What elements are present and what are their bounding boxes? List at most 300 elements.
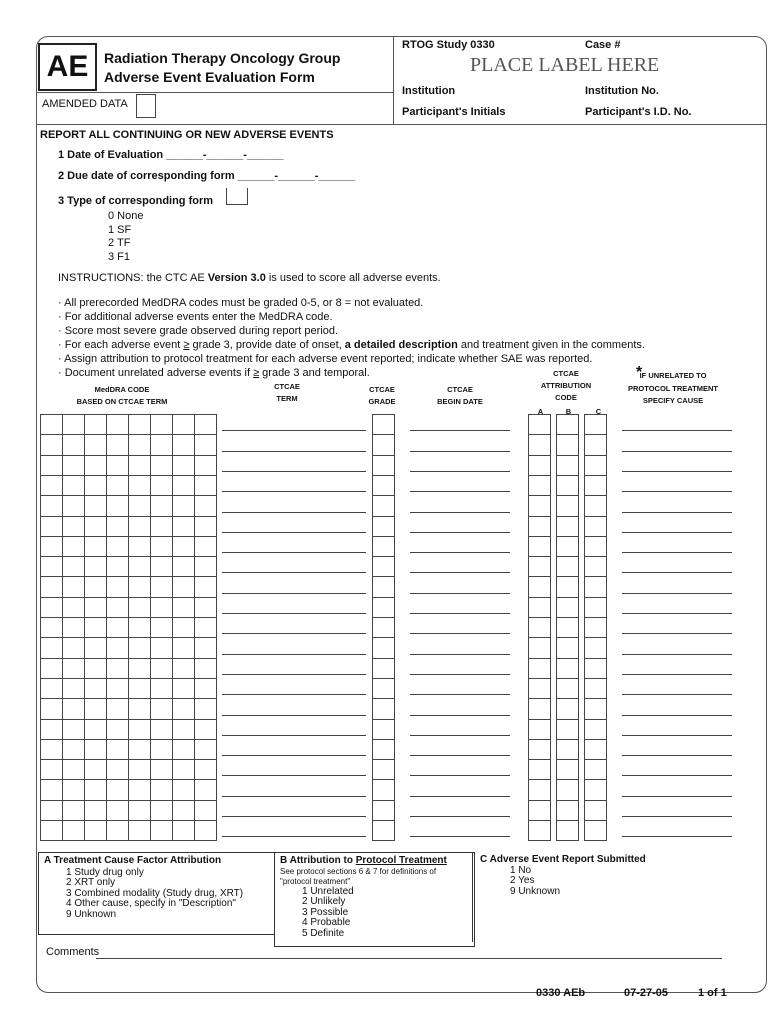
meddra-code-cell[interactable] — [40, 495, 63, 516]
unrelated-cause-line[interactable] — [622, 816, 732, 817]
meddra-code-cell[interactable] — [62, 820, 85, 841]
meddra-code-cell[interactable] — [62, 637, 85, 658]
attribution-cell[interactable] — [584, 820, 607, 841]
meddra-code-cell[interactable] — [150, 536, 173, 557]
meddra-code-cell[interactable] — [194, 597, 217, 618]
attribution-cell[interactable] — [556, 779, 579, 800]
meddra-code-cell[interactable] — [106, 739, 129, 760]
meddra-code-cell[interactable] — [40, 516, 63, 537]
unrelated-cause-line[interactable] — [622, 836, 732, 837]
meddra-code-cell[interactable] — [150, 597, 173, 618]
attribution-cell[interactable] — [584, 576, 607, 597]
attribution-cell[interactable] — [556, 820, 579, 841]
attribution-cell[interactable] — [528, 698, 551, 719]
meddra-code-cell[interactable] — [172, 617, 195, 638]
meddra-code-cell[interactable] — [40, 698, 63, 719]
meddra-code-cell[interactable] — [62, 434, 85, 455]
meddra-code-cell[interactable] — [194, 455, 217, 476]
meddra-code-cell[interactable] — [40, 536, 63, 557]
meddra-code-cell[interactable] — [172, 576, 195, 597]
meddra-code-cell[interactable] — [106, 475, 129, 496]
grade-cell[interactable] — [372, 800, 395, 821]
grade-cell[interactable] — [372, 536, 395, 557]
meddra-code-cell[interactable] — [128, 759, 151, 780]
meddra-code-cell[interactable] — [40, 739, 63, 760]
meddra-code-cell[interactable] — [150, 800, 173, 821]
attribution-cell[interactable] — [556, 414, 579, 435]
meddra-code-cell[interactable] — [84, 820, 107, 841]
grade-cell[interactable] — [372, 658, 395, 679]
meddra-code-cell[interactable] — [40, 678, 63, 699]
attribution-cell[interactable] — [584, 495, 607, 516]
meddra-code-cell[interactable] — [172, 637, 195, 658]
meddra-code-cell[interactable] — [84, 495, 107, 516]
attribution-cell[interactable] — [556, 597, 579, 618]
amended-data-checkbox[interactable] — [136, 94, 156, 118]
meddra-code-cell[interactable] — [172, 414, 195, 435]
begin-date-line[interactable] — [410, 735, 510, 736]
unrelated-cause-line[interactable] — [622, 633, 732, 634]
meddra-code-cell[interactable] — [106, 678, 129, 699]
meddra-code-cell[interactable] — [84, 719, 107, 740]
meddra-code-cell[interactable] — [106, 779, 129, 800]
meddra-code-cell[interactable] — [62, 455, 85, 476]
attribution-cell[interactable] — [528, 475, 551, 496]
meddra-code-cell[interactable] — [194, 576, 217, 597]
meddra-code-cell[interactable] — [150, 455, 173, 476]
begin-date-line[interactable] — [410, 694, 510, 695]
meddra-code-cell[interactable] — [194, 617, 217, 638]
attribution-cell[interactable] — [528, 739, 551, 760]
meddra-code-cell[interactable] — [62, 475, 85, 496]
meddra-code-cell[interactable] — [106, 495, 129, 516]
unrelated-cause-line[interactable] — [622, 471, 732, 472]
begin-date-line[interactable] — [410, 430, 510, 431]
meddra-code-cell[interactable] — [128, 556, 151, 577]
ctcae-term-line[interactable] — [222, 552, 366, 553]
meddra-code-cell[interactable] — [150, 820, 173, 841]
grade-cell[interactable] — [372, 779, 395, 800]
meddra-code-cell[interactable] — [172, 434, 195, 455]
meddra-code-cell[interactable] — [62, 536, 85, 557]
attribution-cell[interactable] — [556, 739, 579, 760]
meddra-code-cell[interactable] — [150, 576, 173, 597]
meddra-code-cell[interactable] — [194, 637, 217, 658]
form-type-box[interactable] — [226, 188, 248, 205]
meddra-code-cell[interactable] — [194, 658, 217, 679]
meddra-code-cell[interactable] — [84, 576, 107, 597]
begin-date-line[interactable] — [410, 532, 510, 533]
meddra-code-cell[interactable] — [84, 698, 107, 719]
attribution-cell[interactable] — [584, 617, 607, 638]
meddra-code-cell[interactable] — [128, 779, 151, 800]
grade-cell[interactable] — [372, 475, 395, 496]
ctcae-term-line[interactable] — [222, 654, 366, 655]
meddra-code-cell[interactable] — [62, 414, 85, 435]
attribution-cell[interactable] — [528, 800, 551, 821]
attribution-cell[interactable] — [528, 617, 551, 638]
meddra-code-cell[interactable] — [84, 455, 107, 476]
meddra-code-cell[interactable] — [194, 739, 217, 760]
meddra-code-cell[interactable] — [128, 455, 151, 476]
ctcae-term-line[interactable] — [222, 532, 366, 533]
meddra-code-cell[interactable] — [172, 820, 195, 841]
meddra-code-cell[interactable] — [84, 536, 107, 557]
attribution-cell[interactable] — [556, 536, 579, 557]
attribution-cell[interactable] — [584, 678, 607, 699]
attribution-cell[interactable] — [556, 576, 579, 597]
meddra-code-cell[interactable] — [40, 414, 63, 435]
ctcae-term-line[interactable] — [222, 613, 366, 614]
unrelated-cause-line[interactable] — [622, 715, 732, 716]
ctcae-term-line[interactable] — [222, 694, 366, 695]
attribution-cell[interactable] — [584, 556, 607, 577]
meddra-code-cell[interactable] — [172, 455, 195, 476]
unrelated-cause-line[interactable] — [622, 654, 732, 655]
meddra-code-cell[interactable] — [62, 658, 85, 679]
meddra-code-cell[interactable] — [172, 719, 195, 740]
meddra-code-cell[interactable] — [172, 556, 195, 577]
begin-date-line[interactable] — [410, 755, 510, 756]
meddra-code-cell[interactable] — [150, 475, 173, 496]
meddra-code-cell[interactable] — [128, 597, 151, 618]
attribution-cell[interactable] — [528, 495, 551, 516]
meddra-code-cell[interactable] — [40, 617, 63, 638]
meddra-code-cell[interactable] — [150, 779, 173, 800]
meddra-code-cell[interactable] — [84, 414, 107, 435]
begin-date-line[interactable] — [410, 451, 510, 452]
begin-date-line[interactable] — [410, 512, 510, 513]
attribution-cell[interactable] — [528, 556, 551, 577]
meddra-code-cell[interactable] — [40, 800, 63, 821]
begin-date-line[interactable] — [410, 552, 510, 553]
grade-cell[interactable] — [372, 719, 395, 740]
meddra-code-cell[interactable] — [150, 678, 173, 699]
attribution-cell[interactable] — [584, 475, 607, 496]
meddra-code-cell[interactable] — [62, 739, 85, 760]
attribution-cell[interactable] — [556, 516, 579, 537]
attribution-cell[interactable] — [556, 455, 579, 476]
unrelated-cause-line[interactable] — [622, 755, 732, 756]
meddra-code-cell[interactable] — [84, 678, 107, 699]
meddra-code-cell[interactable] — [62, 719, 85, 740]
attribution-cell[interactable] — [528, 414, 551, 435]
meddra-code-cell[interactable] — [128, 495, 151, 516]
meddra-code-cell[interactable] — [40, 576, 63, 597]
attribution-cell[interactable] — [556, 495, 579, 516]
meddra-code-cell[interactable] — [128, 658, 151, 679]
meddra-code-cell[interactable] — [84, 597, 107, 618]
attribution-cell[interactable] — [528, 678, 551, 699]
meddra-code-cell[interactable] — [84, 779, 107, 800]
meddra-code-cell[interactable] — [62, 516, 85, 537]
meddra-code-cell[interactable] — [106, 556, 129, 577]
ctcae-term-line[interactable] — [222, 755, 366, 756]
ctcae-term-line[interactable] — [222, 471, 366, 472]
attribution-cell[interactable] — [528, 759, 551, 780]
meddra-code-cell[interactable] — [172, 779, 195, 800]
meddra-code-cell[interactable] — [62, 800, 85, 821]
begin-date-line[interactable] — [410, 654, 510, 655]
meddra-code-cell[interactable] — [106, 637, 129, 658]
meddra-code-cell[interactable] — [128, 414, 151, 435]
meddra-code-cell[interactable] — [150, 637, 173, 658]
meddra-code-cell[interactable] — [194, 475, 217, 496]
meddra-code-cell[interactable] — [62, 556, 85, 577]
meddra-code-cell[interactable] — [128, 475, 151, 496]
meddra-code-cell[interactable] — [62, 759, 85, 780]
unrelated-cause-line[interactable] — [622, 430, 732, 431]
attribution-cell[interactable] — [584, 536, 607, 557]
meddra-code-cell[interactable] — [62, 576, 85, 597]
attribution-cell[interactable] — [528, 576, 551, 597]
grade-cell[interactable] — [372, 617, 395, 638]
meddra-code-cell[interactable] — [172, 698, 195, 719]
attribution-cell[interactable] — [584, 516, 607, 537]
attribution-cell[interactable] — [528, 455, 551, 476]
attribution-cell[interactable] — [528, 516, 551, 537]
unrelated-cause-line[interactable] — [622, 552, 732, 553]
meddra-code-cell[interactable] — [106, 455, 129, 476]
meddra-code-cell[interactable] — [106, 434, 129, 455]
meddra-code-cell[interactable] — [194, 434, 217, 455]
meddra-code-cell[interactable] — [194, 779, 217, 800]
grade-cell[interactable] — [372, 759, 395, 780]
meddra-code-cell[interactable] — [106, 658, 129, 679]
attribution-cell[interactable] — [528, 597, 551, 618]
attribution-cell[interactable] — [556, 637, 579, 658]
unrelated-cause-line[interactable] — [622, 694, 732, 695]
ctcae-term-line[interactable] — [222, 572, 366, 573]
attribution-cell[interactable] — [584, 414, 607, 435]
grade-cell[interactable] — [372, 576, 395, 597]
ctcae-term-line[interactable] — [222, 491, 366, 492]
unrelated-cause-line[interactable] — [622, 775, 732, 776]
meddra-code-cell[interactable] — [40, 779, 63, 800]
grade-cell[interactable] — [372, 495, 395, 516]
meddra-code-cell[interactable] — [128, 576, 151, 597]
meddra-code-cell[interactable] — [62, 597, 85, 618]
ctcae-term-line[interactable] — [222, 674, 366, 675]
grade-cell[interactable] — [372, 637, 395, 658]
meddra-code-cell[interactable] — [62, 678, 85, 699]
meddra-code-cell[interactable] — [150, 759, 173, 780]
begin-date-line[interactable] — [410, 775, 510, 776]
attribution-cell[interactable] — [584, 455, 607, 476]
attribution-cell[interactable] — [584, 658, 607, 679]
grade-cell[interactable] — [372, 455, 395, 476]
meddra-code-cell[interactable] — [106, 576, 129, 597]
ctcae-term-line[interactable] — [222, 816, 366, 817]
meddra-code-cell[interactable] — [150, 658, 173, 679]
meddra-code-cell[interactable] — [106, 820, 129, 841]
grade-cell[interactable] — [372, 414, 395, 435]
meddra-code-cell[interactable] — [128, 698, 151, 719]
meddra-code-cell[interactable] — [106, 759, 129, 780]
attribution-cell[interactable] — [556, 759, 579, 780]
attribution-cell[interactable] — [584, 434, 607, 455]
meddra-code-cell[interactable] — [128, 678, 151, 699]
meddra-code-cell[interactable] — [150, 719, 173, 740]
ctcae-term-line[interactable] — [222, 593, 366, 594]
meddra-code-cell[interactable] — [84, 658, 107, 679]
unrelated-cause-line[interactable] — [622, 451, 732, 452]
meddra-code-cell[interactable] — [106, 617, 129, 638]
meddra-code-cell[interactable] — [40, 719, 63, 740]
meddra-code-cell[interactable] — [194, 495, 217, 516]
attribution-cell[interactable] — [556, 698, 579, 719]
unrelated-cause-line[interactable] — [622, 593, 732, 594]
meddra-code-cell[interactable] — [62, 495, 85, 516]
attribution-cell[interactable] — [584, 739, 607, 760]
unrelated-cause-line[interactable] — [622, 735, 732, 736]
begin-date-line[interactable] — [410, 633, 510, 634]
meddra-code-cell[interactable] — [128, 637, 151, 658]
attribution-cell[interactable] — [584, 779, 607, 800]
ctcae-term-line[interactable] — [222, 430, 366, 431]
ctcae-term-line[interactable] — [222, 715, 366, 716]
meddra-code-cell[interactable] — [40, 820, 63, 841]
meddra-code-cell[interactable] — [150, 495, 173, 516]
attribution-cell[interactable] — [556, 800, 579, 821]
meddra-code-cell[interactable] — [106, 536, 129, 557]
meddra-code-cell[interactable] — [40, 556, 63, 577]
begin-date-line[interactable] — [410, 674, 510, 675]
grade-cell[interactable] — [372, 516, 395, 537]
grade-cell[interactable] — [372, 597, 395, 618]
grade-cell[interactable] — [372, 739, 395, 760]
meddra-code-cell[interactable] — [84, 556, 107, 577]
meddra-code-cell[interactable] — [106, 698, 129, 719]
meddra-code-cell[interactable] — [128, 617, 151, 638]
meddra-code-cell[interactable] — [106, 597, 129, 618]
meddra-code-cell[interactable] — [172, 759, 195, 780]
meddra-code-cell[interactable] — [84, 516, 107, 537]
grade-cell[interactable] — [372, 698, 395, 719]
begin-date-line[interactable] — [410, 796, 510, 797]
meddra-code-cell[interactable] — [40, 658, 63, 679]
attribution-cell[interactable] — [556, 556, 579, 577]
meddra-code-cell[interactable] — [40, 434, 63, 455]
grade-cell[interactable] — [372, 820, 395, 841]
meddra-code-cell[interactable] — [128, 820, 151, 841]
ctcae-term-line[interactable] — [222, 836, 366, 837]
date-of-evaluation[interactable]: 1 Date of Evaluation ______-______-______ — [58, 149, 284, 161]
meddra-code-cell[interactable] — [194, 759, 217, 780]
comments-line[interactable] — [96, 958, 722, 959]
meddra-code-cell[interactable] — [150, 434, 173, 455]
attribution-cell[interactable] — [528, 434, 551, 455]
meddra-code-cell[interactable] — [172, 495, 195, 516]
meddra-code-cell[interactable] — [172, 536, 195, 557]
begin-date-line[interactable] — [410, 715, 510, 716]
attribution-cell[interactable] — [528, 779, 551, 800]
attribution-cell[interactable] — [528, 536, 551, 557]
begin-date-line[interactable] — [410, 836, 510, 837]
meddra-code-cell[interactable] — [128, 536, 151, 557]
attribution-cell[interactable] — [584, 637, 607, 658]
meddra-code-cell[interactable] — [128, 434, 151, 455]
attribution-cell[interactable] — [556, 678, 579, 699]
attribution-cell[interactable] — [556, 719, 579, 740]
place-label-here[interactable]: PLACE LABEL HERE — [470, 54, 660, 76]
meddra-code-cell[interactable] — [40, 597, 63, 618]
begin-date-line[interactable] — [410, 471, 510, 472]
grade-cell[interactable] — [372, 434, 395, 455]
meddra-code-cell[interactable] — [40, 475, 63, 496]
meddra-code-cell[interactable] — [150, 739, 173, 760]
attribution-cell[interactable] — [556, 658, 579, 679]
meddra-code-cell[interactable] — [150, 414, 173, 435]
meddra-code-cell[interactable] — [40, 759, 63, 780]
meddra-code-cell[interactable] — [194, 698, 217, 719]
meddra-code-cell[interactable] — [62, 617, 85, 638]
meddra-code-cell[interactable] — [172, 475, 195, 496]
meddra-code-cell[interactable] — [172, 678, 195, 699]
meddra-code-cell[interactable] — [150, 698, 173, 719]
ctcae-term-line[interactable] — [222, 775, 366, 776]
begin-date-line[interactable] — [410, 491, 510, 492]
attribution-cell[interactable] — [556, 434, 579, 455]
meddra-code-cell[interactable] — [150, 516, 173, 537]
attribution-cell[interactable] — [528, 820, 551, 841]
meddra-code-cell[interactable] — [194, 536, 217, 557]
meddra-code-cell[interactable] — [172, 597, 195, 618]
meddra-code-cell[interactable] — [194, 800, 217, 821]
unrelated-cause-line[interactable] — [622, 572, 732, 573]
ctcae-term-line[interactable] — [222, 796, 366, 797]
begin-date-line[interactable] — [410, 816, 510, 817]
grade-cell[interactable] — [372, 556, 395, 577]
meddra-code-cell[interactable] — [172, 658, 195, 679]
meddra-code-cell[interactable] — [172, 739, 195, 760]
meddra-code-cell[interactable] — [172, 516, 195, 537]
meddra-code-cell[interactable] — [194, 516, 217, 537]
unrelated-cause-line[interactable] — [622, 613, 732, 614]
due-date-field[interactable]: 2 Due date of corresponding form ______-______-______ — [58, 170, 356, 182]
meddra-code-cell[interactable] — [172, 800, 195, 821]
meddra-code-cell[interactable] — [128, 800, 151, 821]
meddra-code-cell[interactable] — [194, 820, 217, 841]
ctcae-term-line[interactable] — [222, 735, 366, 736]
meddra-code-cell[interactable] — [62, 779, 85, 800]
meddra-code-cell[interactable] — [194, 556, 217, 577]
meddra-code-cell[interactable] — [84, 800, 107, 821]
attribution-cell[interactable] — [584, 698, 607, 719]
meddra-code-cell[interactable] — [194, 678, 217, 699]
unrelated-cause-line[interactable] — [622, 674, 732, 675]
meddra-code-cell[interactable] — [128, 516, 151, 537]
unrelated-cause-line[interactable] — [622, 532, 732, 533]
meddra-code-cell[interactable] — [106, 719, 129, 740]
unrelated-cause-line[interactable] — [622, 512, 732, 513]
begin-date-line[interactable] — [410, 572, 510, 573]
attribution-cell[interactable] — [584, 597, 607, 618]
grade-cell[interactable] — [372, 678, 395, 699]
ctcae-term-line[interactable] — [222, 633, 366, 634]
begin-date-line[interactable] — [410, 613, 510, 614]
unrelated-cause-line[interactable] — [622, 796, 732, 797]
attribution-cell[interactable] — [556, 475, 579, 496]
unrelated-cause-line[interactable] — [622, 491, 732, 492]
attribution-cell[interactable] — [528, 637, 551, 658]
attribution-cell[interactable] — [584, 800, 607, 821]
meddra-code-cell[interactable] — [84, 475, 107, 496]
meddra-code-cell[interactable] — [106, 516, 129, 537]
attribution-cell[interactable] — [528, 719, 551, 740]
attribution-cell[interactable] — [556, 617, 579, 638]
attribution-cell[interactable] — [584, 719, 607, 740]
